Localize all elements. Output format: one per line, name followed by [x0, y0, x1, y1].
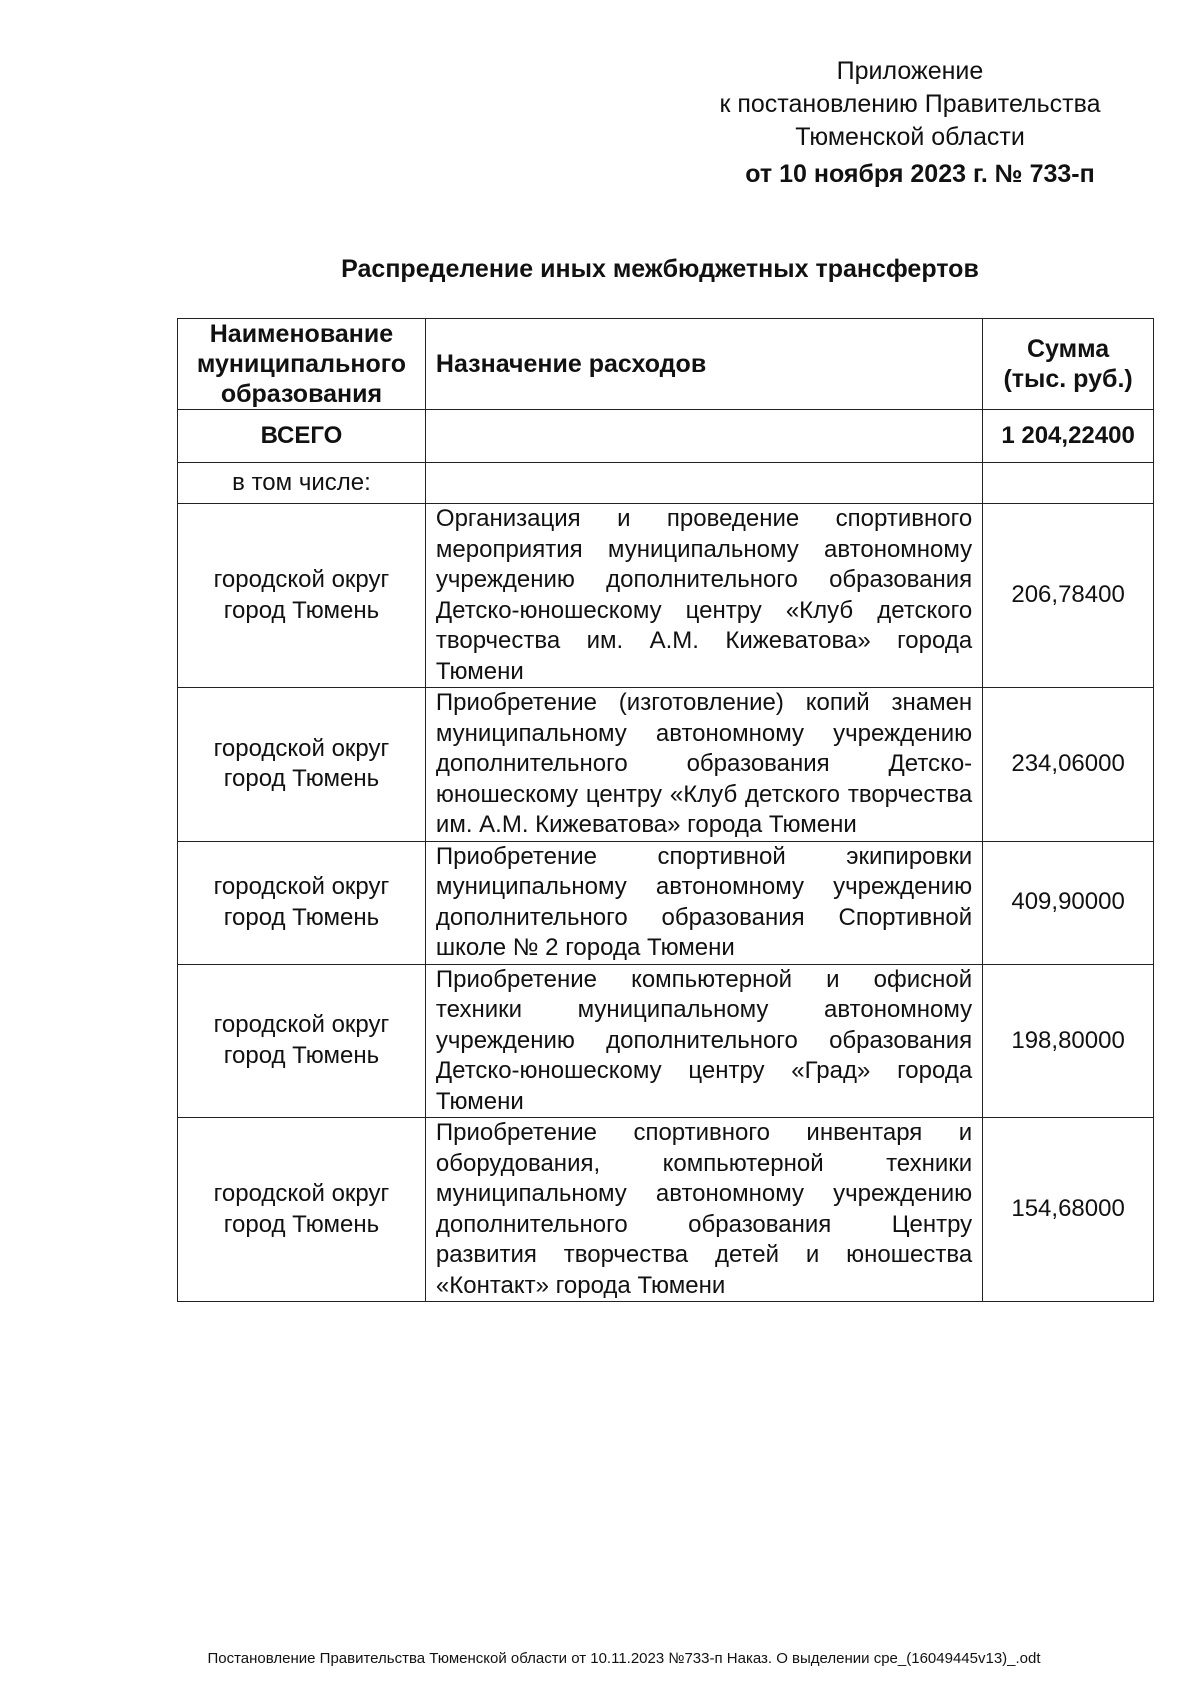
appendix-label: Приложение	[836, 57, 984, 85]
distribution-table	[177, 318, 1154, 1302]
column-header-purpose: Назначение расходов	[425, 319, 982, 410]
table-row-including	[178, 463, 1154, 504]
row-amount: 206,78400	[983, 504, 1154, 688]
table-row	[178, 964, 1154, 1118]
total-amount: 1 204,22400	[983, 410, 1154, 463]
row-municipality: городской округ город Тюмень	[178, 504, 426, 688]
total-label: ВСЕГО	[178, 410, 426, 463]
document-title: Распределение иных межбюджетных трансфертов	[341, 255, 979, 283]
row-municipality: городской округ город Тюмень	[178, 688, 426, 842]
row-amount: 198,80000	[983, 964, 1154, 1118]
appendix-region: Тюменской области	[795, 123, 1025, 151]
column-header-amount: Сумма (тыс. руб.)	[983, 319, 1154, 410]
table-header-row	[178, 319, 1154, 410]
appendix-date-number: от 10 ноября 2023 г. № 733-п	[745, 160, 1095, 188]
row-municipality: городской округ город Тюмень	[178, 841, 426, 964]
row-amount: 409,90000	[983, 841, 1154, 964]
row-purpose: Приобретение компьютерной и офисной техники муниципальному автономному учреждению дополнительного образования Детско-юношескому центру «Град» города Тюмени	[425, 964, 982, 1118]
table-row	[178, 504, 1154, 688]
row-purpose: Приобретение (изготовление) копий знамен муниципальному автономному учреждению дополнительного образования Детско-юношескому центру «Клуб детского творчества им. А.М. Кижеватова» города Тюмени	[425, 688, 982, 842]
document-footer: Постановление Правительства Тюменской области от 10.11.2023 №733-п Наказ. О выделении сре_(16049445v13)_.odt	[207, 1650, 1041, 1667]
including-amount-empty	[983, 463, 1154, 504]
table-row-total	[178, 410, 1154, 463]
table-row	[178, 688, 1154, 842]
table-row	[178, 841, 1154, 964]
row-amount: 234,06000	[983, 688, 1154, 842]
including-label: в том числе:	[178, 463, 426, 504]
row-purpose: Организация и проведение спортивного мероприятия муниципальному автономному учреждению дополнительного образования Детско-юношескому центру «Клуб детского творчества им. А.М. Кижеватова» города Тюмени	[425, 504, 982, 688]
appendix-header	[690, 55, 1130, 191]
column-header-municipality: Наименование муниципального образования	[178, 319, 426, 410]
appendix-reference: к постановлению Правительства	[719, 90, 1101, 118]
total-purpose	[425, 410, 982, 463]
row-amount: 154,68000	[983, 1118, 1154, 1302]
row-municipality: городской округ город Тюмень	[178, 1118, 426, 1302]
row-purpose: Приобретение спортивного инвентаря и оборудования, компьютерной техники муниципальному автономному учреждению дополнительного образования Центру развития творчества детей и юношества «Контакт» города Тюмени	[425, 1118, 982, 1302]
row-purpose: Приобретение спортивной экипировки муниципальному автономному учреждению дополнительного образования Спортивной школе № 2 города Тюмени	[425, 841, 982, 964]
table-row	[178, 1118, 1154, 1302]
row-municipality: городской округ город Тюмень	[178, 964, 426, 1118]
including-purpose-empty	[425, 463, 982, 504]
